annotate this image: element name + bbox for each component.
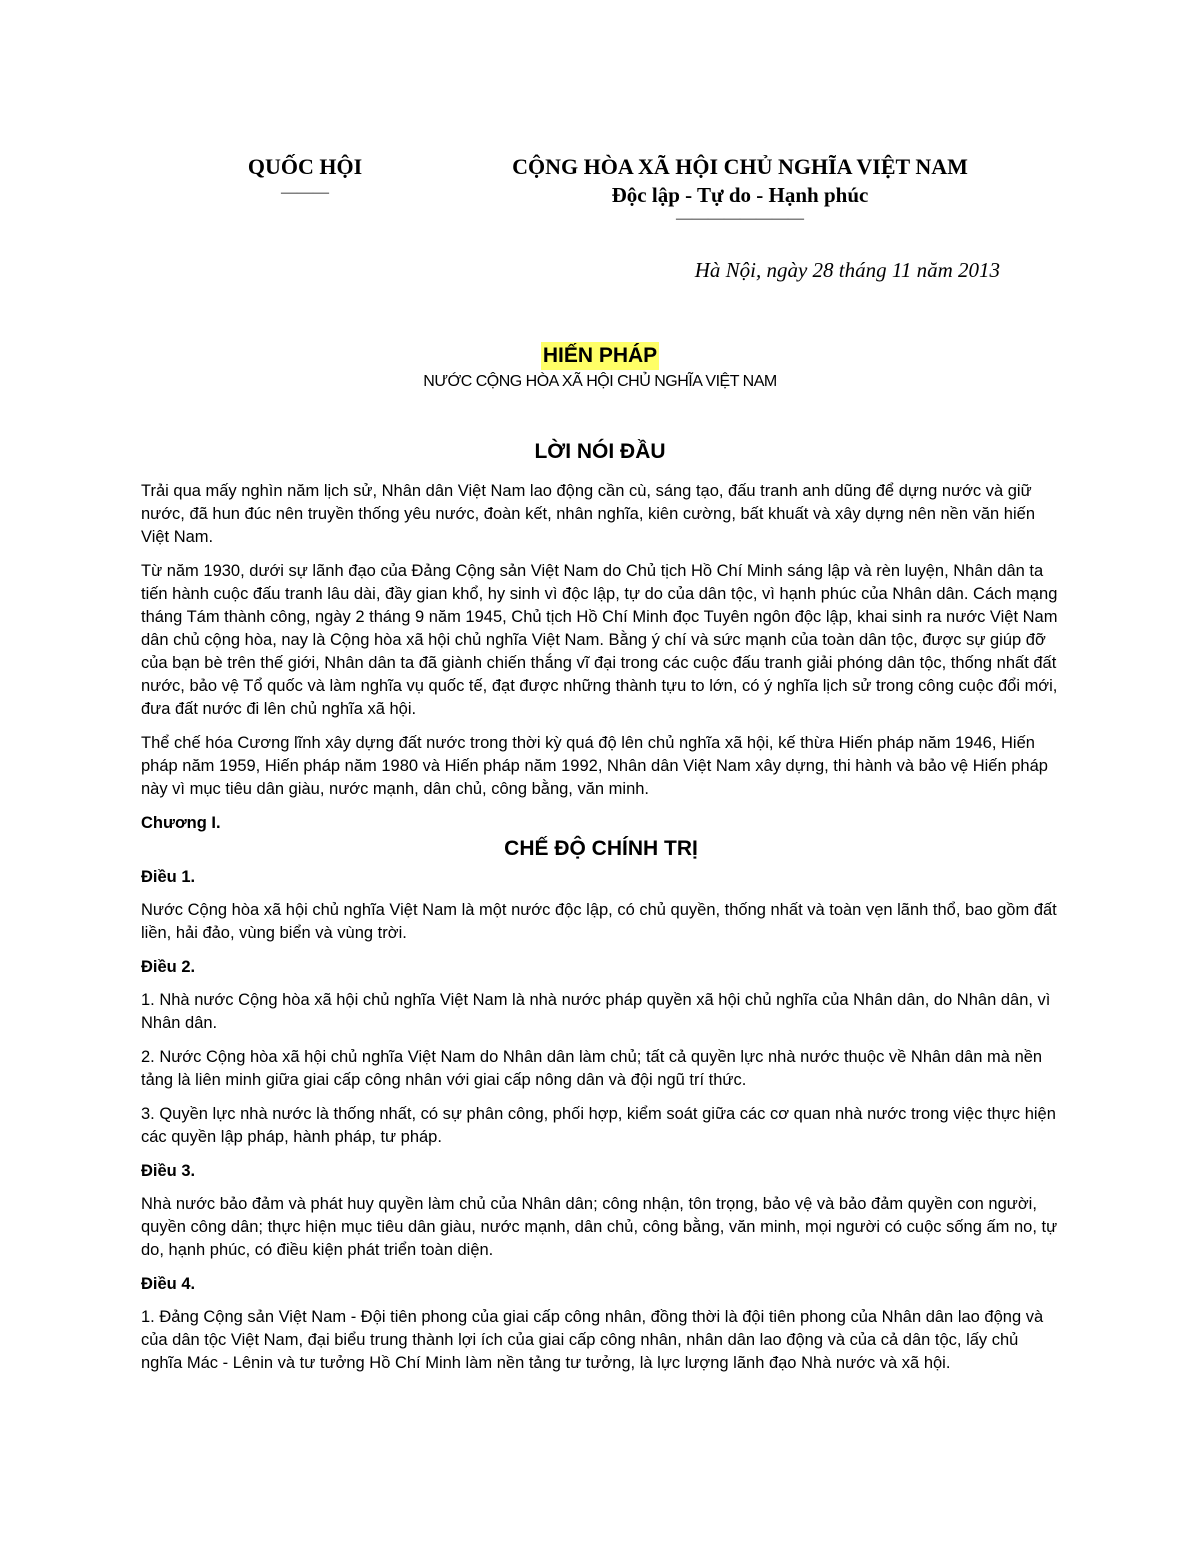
header-right: [480, 152, 1000, 230]
preamble-paragraph: Thể chế hóa Cương lĩnh xây dựng đất nước trong thời kỳ quá độ lên chủ nghĩa xã hội, kế thừa Hiến pháp năm 1946, Hiến pháp năm 1959, Hiến pháp năm 1980 và Hiến pháp năm 1992, Nhân dân Việt Nam xây dựng, thi hành và bảo vệ Hiến pháp này vì mục tiêu dân giàu, nước mạnh, dân chủ, công bằng, văn minh.: [141, 734, 1048, 798]
document-title: HIẾN PHÁP: [541, 342, 659, 370]
article-label: Điều 1.: [141, 868, 196, 886]
chapter-title: CHẾ ĐỘ CHÍNH TRỊ: [504, 837, 698, 860]
article-paragraph: Nhà nước bảo đảm và phát huy quyền làm chủ của Nhân dân; công nhận, tôn trọng, bảo vệ và bảo đảm quyền con người, quyền công dân; thực hiện mục tiêu dân giàu, nước mạnh, dân chủ, công bằng, văn minh, mọi người có cuộc sống ấm no, tự do, hạnh phúc, có điều kiện phát triển toàn diện.: [141, 1195, 1058, 1259]
motto-rule: ————————: [676, 210, 804, 227]
preamble-title: LỜI NÓI ĐẦU: [534, 440, 666, 463]
article-paragraph: 3. Quyền lực nhà nước là thống nhất, có sự phân công, phối hợp, kiểm soát giữa các cơ quan nhà nước trong việc thực hiện các quyền lập pháp, hành pháp, tư pháp.: [141, 1105, 1056, 1146]
preamble-paragraph: Từ năm 1930, dưới sự lãnh đạo của Đảng Cộng sản Việt Nam do Chủ tịch Hồ Chí Minh sáng lập và rèn luyện, Nhân dân ta tiến hành cuộc đấu tranh lâu dài, đầy gian khổ, hy sinh vì độc lập, tự do của dân tộc, vì hạnh phúc của Nhân dân. Cách mạng tháng Tám thành công, ngày 2 tháng 9 năm 1945, Chủ tịch Hồ Chí Minh đọc Tuyên ngôn độc lập, khai sinh ra nước Việt Nam dân chủ cộng hòa, nay là Cộng hòa xã hội chủ nghĩa Việt Nam. Bằng ý chí và sức mạnh của toàn dân tộc, được sự giúp đỡ của bạn bè trên thế giới, Nhân dân ta đã giành chiến thắng vĩ đại trong các cuộc đấu tranh giải phóng dân tộc, thống nhất đất nước, bảo vệ Tổ quốc và làm nghĩa vụ quốc tế, đạt được những thành tựu to lớn, có ý nghĩa lịch sử trong công cuộc đổi mới, đưa đất nước đi lên chủ nghĩa xã hội.: [141, 562, 1058, 718]
issuer-name: QUỐC HỘI: [247, 154, 363, 179]
country-name: CỘNG HÒA XÃ HỘI CHỦ NGHĨA VIỆT NAM: [512, 154, 968, 179]
date-line: Hà Nội, ngày 28 tháng 11 năm 2013: [694, 258, 1000, 282]
national-motto: Độc lập - Tự do - Hạnh phúc: [611, 183, 869, 207]
header-left: [230, 152, 380, 204]
article-paragraph: 1. Nhà nước Cộng hòa xã hội chủ nghĩa Việt Nam là nhà nước pháp quyền xã hội chủ nghĩa của Nhân dân, do Nhân dân, vì Nhân dân.: [141, 991, 1051, 1032]
article-label: Điều 4.: [141, 1275, 196, 1293]
article-paragraph: 1. Đảng Cộng sản Việt Nam - Đội tiên phong của giai cấp công nhân, đồng thời là đội tiên phong của Nhân dân lao động và của dân tộc Việt Nam, đại biểu trung thành lợi ích của giai cấp công nhân, nhân dân lao động và của cả dân tộc, lấy chủ nghĩa Mác - Lênin và tư tưởng Hồ Chí Minh làm nền tảng tư tưởng, là lực lượng lãnh đạo Nhà nước và xã hội.: [141, 1308, 1044, 1372]
article-label: Điều 2.: [141, 958, 196, 976]
article-paragraph: 2. Nước Cộng hòa xã hội chủ nghĩa Việt Nam do Nhân dân làm chủ; tất cả quyền lực nhà nước thuộc về Nhân dân mà nền tảng là liên minh giữa giai cấp công nhân với giai cấp nông dân và đội ngũ trí thức.: [141, 1048, 1043, 1089]
document-subtitle: NƯỚC CỘNG HÒA XÃ HỘI CHỦ NGHĨA VIỆT NAM: [423, 373, 777, 390]
article-paragraph: Nước Cộng hòa xã hội chủ nghĩa Việt Nam là một nước độc lập, có chủ quyền, thống nhất và toàn vẹn lãnh thổ, bao gồm đất liền, hải đảo, vùng biển và vùng trời.: [141, 901, 1057, 942]
document-body: [141, 480, 1061, 1386]
issuer-rule: ———: [281, 184, 329, 201]
preamble-paragraph: Trải qua mấy nghìn năm lịch sử, Nhân dân Việt Nam lao động cần cù, sáng tạo, đấu tranh anh dũng để dựng nước và giữ nước, đã hun đúc nên truyền thống yêu nước, đoàn kết, nhân nghĩa, kiên cường, bất khuất và xây dựng nên nền văn hiến Việt Nam.: [141, 482, 1035, 546]
title-block: [0, 342, 1200, 391]
article-label: Điều 3.: [141, 1162, 196, 1180]
chapter-label: Chương I.: [141, 814, 221, 832]
